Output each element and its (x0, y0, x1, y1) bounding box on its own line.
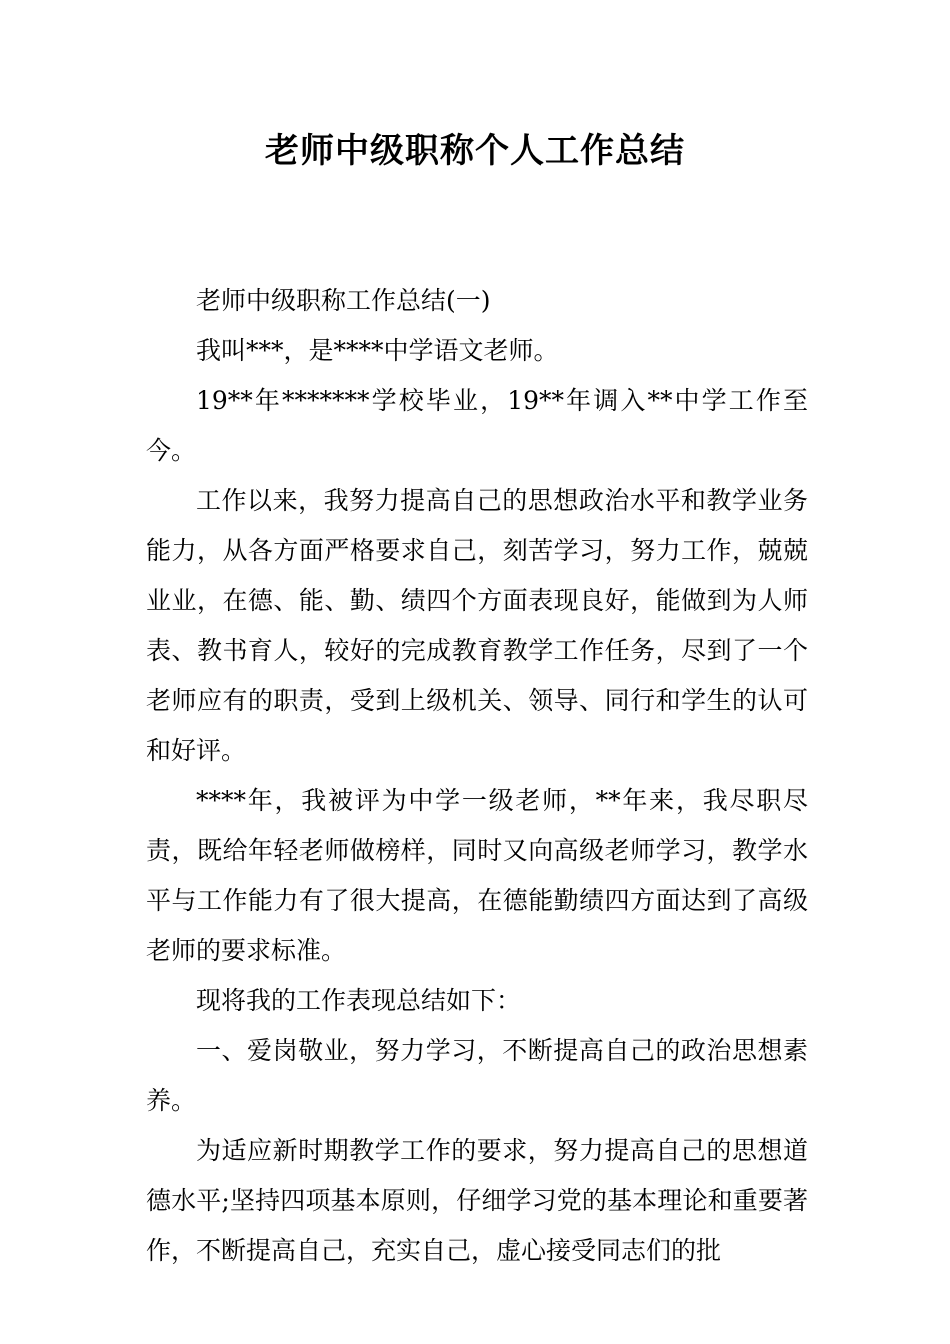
paragraph-point-one: 一、爱岗敬业，努力学习，不断提高自己的政治思想素养。 (146, 1036, 808, 1115)
paragraph-promotion: ****年，我被评为中学一级老师，**年来，我尽职尽责，既给年轻老师做榜样，同时又向高级老师学习，教学水平与工作能力有了很大提高，在德能勤绩四方面达到了高级老师的要求标准。 (146, 786, 808, 965)
paragraph-point-one-detail: 为适应新时期教学工作的要求，努力提高自己的思想道德水平;坚持四项基本原则，仔细学习党的基本理论和重要著作，不断提高自己，充实自己，虚心接受同志们的批 (146, 1136, 808, 1265)
document-body (146, 276, 808, 1276)
paragraph-career: 19**年*******学校毕业，19**年调入**中学工作至今。 (146, 386, 808, 465)
document-title: 老师中级职称个人工作总结 (265, 131, 685, 171)
paragraph-work-overview: 工作以来，我努力提高自己的思想政治水平和教学业务能力，从各方面严格要求自己，刻苦学习，努力工作，兢兢业业，在德、能、勤、绩四个方面表现良好，能做到为人师表、教书育人，较好的完成教育教学工作任务，尽到了一个老师应有的职责，受到上级机关、领导、同行和学生的认可和好评。 (146, 486, 808, 765)
paragraph-summary-intro: 现将我的工作表现总结如下： (196, 986, 522, 1015)
paragraph-section-heading: 老师中级职称工作总结(一) (196, 286, 491, 315)
paragraph-intro: 我叫***，是****中学语文老师。 (196, 336, 559, 365)
